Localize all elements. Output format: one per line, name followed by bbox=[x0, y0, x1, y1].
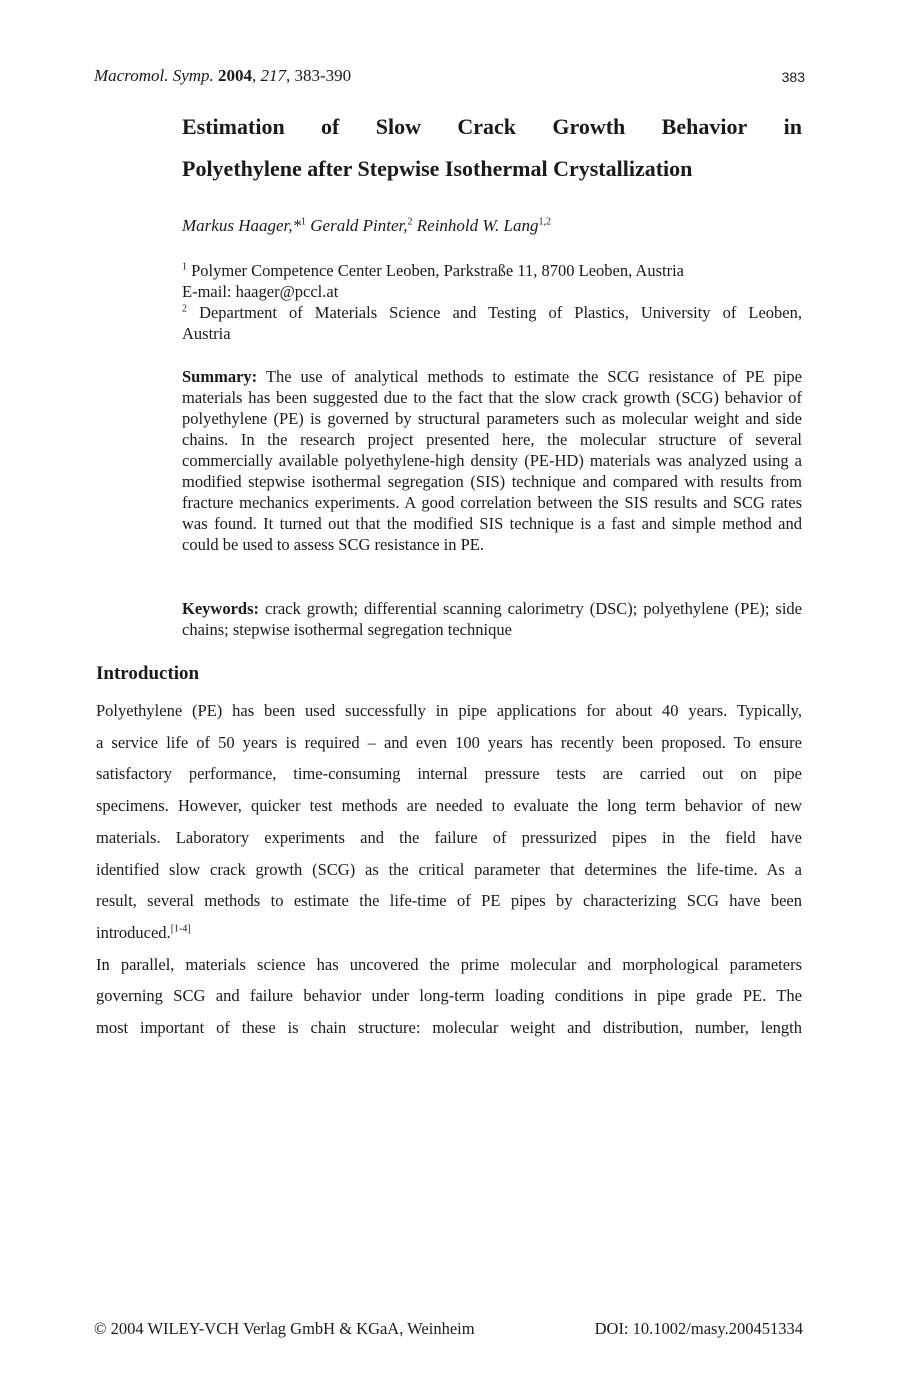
running-head: Macromol. Symp. 2004, 217, 383-390 bbox=[94, 66, 352, 85]
keywords-text: crack growth; differential scanning calorimetry (DSC); polyethylene (PE); side chains; stepwise isothermal segregation technique bbox=[182, 599, 802, 639]
doi: DOI: 10.1002/masy.200451334 bbox=[594, 1319, 803, 1338]
paragraph-line: Polyethylene (PE) has been used successfully in pipe applications for about 40 years. Typically, bbox=[96, 701, 802, 720]
author-affiliation-mark: 1,2 bbox=[538, 216, 551, 228]
title-word: of bbox=[321, 114, 340, 139]
journal-volume: 217 bbox=[260, 66, 287, 85]
author-name: Gerald Pinter bbox=[310, 216, 404, 235]
affiliations bbox=[182, 260, 802, 344]
author-name: Reinhold W. Lang bbox=[416, 216, 539, 235]
journal-year: 2004 bbox=[218, 66, 253, 85]
affiliation-2-cont: Austria bbox=[182, 324, 231, 343]
citation-ref: [1-4] bbox=[170, 923, 191, 935]
paragraph-line: governing SCG and failure behavior under long-term loading conditions in pipe grade PE. The bbox=[96, 986, 802, 1006]
contact-email: E-mail: haager@pccl.at bbox=[182, 282, 339, 301]
title-word: in bbox=[783, 114, 802, 139]
paragraph-line: specimens. However, quicker test methods are needed to evaluate the long term behavior of new bbox=[96, 796, 802, 816]
author-affiliation-mark: 1 bbox=[301, 216, 306, 228]
section-heading-introduction: Introduction bbox=[96, 663, 200, 684]
paragraph-line: a service life of 50 years is required – and even 100 years has recently been proposed. To ensure bbox=[96, 732, 802, 752]
title-word: Growth bbox=[552, 114, 626, 139]
copyright-notice: © 2004 WILEY-VCH Verlag GmbH & KGaA, Weinheim bbox=[94, 1319, 475, 1338]
author-affiliation-mark: 2 bbox=[407, 216, 413, 228]
keywords-label: Keywords: bbox=[182, 599, 259, 618]
paragraph-line: introduced.[1-4] bbox=[96, 922, 191, 942]
paragraph-line: materials. Laboratory experiments and the failure of pressurized pipes in the field have bbox=[96, 827, 802, 847]
paragraph-line: result, several methods to estimate the life-time of PE pipes by characterizing SCG have been bbox=[96, 891, 802, 911]
title-line-1 bbox=[182, 114, 802, 140]
paragraph-line: most important of these is chain structure: molecular weight and distribution, number, length bbox=[96, 1018, 802, 1038]
summary bbox=[182, 366, 802, 555]
summary-label: Summary: bbox=[182, 367, 258, 386]
title-word: Crack bbox=[457, 114, 516, 139]
title-line-2: Polyethylene after Stepwise Isothermal Crystallization bbox=[182, 156, 693, 181]
title-word: Behavior bbox=[661, 114, 748, 139]
paragraph-line: identified slow crack growth (SCG) as the critical parameter that determines the life-time. As a bbox=[96, 859, 802, 879]
introduction-body bbox=[96, 695, 802, 1044]
author-list: Markus Haager,*$^1$ Gerald Pinter,$^2$ Reinhold W. Lang$^{1,2}$ bbox=[182, 216, 551, 235]
paragraph-line: In parallel, materials science has uncovered the prime molecular and morphological parameters bbox=[96, 954, 802, 974]
paragraph-line: satisfactory performance, time-consuming internal pressure tests are carried out on pipe bbox=[96, 764, 802, 784]
page-number: 383 bbox=[781, 69, 805, 85]
title-word: Estimation bbox=[182, 114, 285, 139]
journal-name: Macromol. Symp. bbox=[94, 66, 214, 85]
summary-text: The use of analytical methods to estimate the SCG resistance of PE pipe materials has been suggested due to the fact that the slow crack growth (SCG) behavior of polyethylene (PE) is governed by structural parameters such as molecular weight and side chains. In the research project presented here, the molecular structure of several commercially available polyethylene-high density (PE-HD) materials was analyzed using a modified stepwise isothermal segregation (SIS) technique and compared with results from fracture mechanics experiments. A good correlation between the SIS results and SCG rates was found. It turned out that the modified SIS technique is a fast and simple method and could be used to assess SCG resistance in PE. bbox=[182, 367, 802, 554]
journal-pages: 383-390 bbox=[294, 66, 352, 85]
title-word: Slow bbox=[375, 114, 421, 139]
affiliation-1: $^1$ Polymer Competence Center Leoben, Parkstraße 11, 8700 Leoben, Austria bbox=[182, 261, 685, 280]
affiliation-2: $^2$ Department of Materials Science and Testing of Plastics, University of Leoben, bbox=[182, 303, 803, 322]
keywords bbox=[182, 598, 802, 640]
author-name: Markus Haager bbox=[182, 216, 289, 235]
